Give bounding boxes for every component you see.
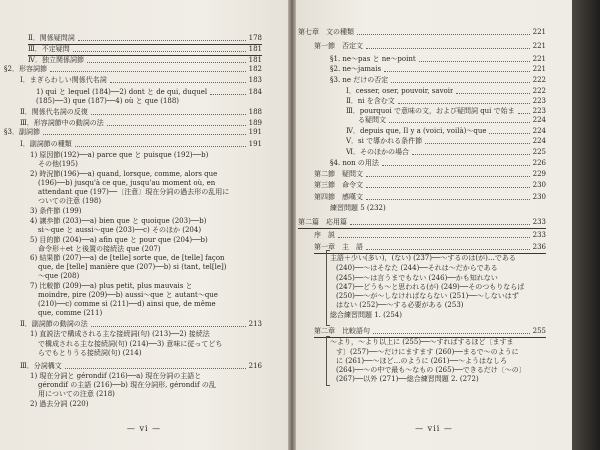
toc-entry-text: §4. non の用法 — [330, 159, 379, 167]
book-gutter — [288, 0, 296, 450]
toc-entry-text: 1) qui と lequel (184)──2) dont と de qui, duquel — [36, 88, 208, 96]
toc-page-number: 255 — [532, 327, 546, 335]
toc-entry-text: はない (252)──〜する必要がある (253) — [336, 301, 464, 309]
toc-page-number: 233 — [532, 218, 546, 226]
toc-entry-text: 序 説 — [314, 231, 335, 239]
toc-entry-text: で構成される主な接続詞(句) (214)──3) 意味に従ってどち — [38, 340, 223, 348]
toc-entry-text: Ⅳ．独立関係詞節 — [28, 56, 84, 64]
dot-leader — [366, 176, 530, 177]
toc-entry-text: らでもとりうる接続詞(句) (214) — [38, 349, 142, 357]
toc-page-number: 191 — [248, 140, 262, 148]
toc-entry-text: Ⅴ．si で導かれる条件節 — [346, 137, 423, 145]
dot-leader — [91, 114, 246, 115]
toc-page-number: 225 — [532, 148, 546, 156]
toc-entry-text: Ⅲ．分詞構文 — [20, 362, 62, 370]
toc-page-number: 224 — [532, 116, 546, 124]
toc-entry-text: (185)──3) que (187)──4) où と que (188) — [36, 97, 180, 105]
toc-entry-text: (210)──c) comme si (211)──d) ainsi que, de même — [38, 300, 216, 308]
group-bracket — [326, 336, 330, 386]
toc-entry-text: 7) 比較節 (209)──a) plus petit, plus mauvais と — [30, 282, 193, 290]
toc-entry-text: 5) 目的節 (204)──a) afin que と pour que (204)──b) — [30, 236, 208, 244]
dot-leader — [366, 199, 530, 200]
dot-leader — [350, 224, 530, 225]
toc-entry-text: §3. ne だけの否定 — [330, 76, 389, 84]
toc-entry-text: 総合練習問題 1. (254) — [330, 311, 402, 319]
toc-page-number: 182 — [248, 65, 262, 73]
toc-entry-text: 第二章 比較語句 — [314, 327, 370, 335]
toc-page-number: 221 — [532, 65, 546, 73]
toc-entry-text: (196)──b) jusqu'à ce que, jusqu'au moment où, en — [38, 179, 216, 187]
toc-page-number: 213 — [248, 320, 262, 328]
toc-page-number: 223 — [532, 97, 546, 105]
dot-leader — [338, 237, 530, 238]
dot-leader — [110, 82, 246, 83]
dot-leader — [382, 165, 530, 166]
toc-entry-text: 第三節 命令文 — [314, 181, 363, 189]
toc-entry-text: 第一節 否定文 — [314, 42, 363, 50]
dot-leader — [65, 368, 246, 369]
toc-page-number: 189 — [248, 119, 262, 127]
left-page — [0, 0, 288, 450]
toc-page-number: 221 — [532, 42, 546, 50]
toc-entry-text: 4) 譲歩節 (203)──a) bien que と quoique (203)──b) — [30, 217, 207, 225]
group-bracket — [326, 250, 330, 326]
toc-page-number: 181 — [248, 45, 262, 53]
toc-entry-text: 2) 過去分詞 (220) — [30, 400, 89, 408]
toc-page-number: 229 — [532, 170, 546, 178]
toc-entry-text: Ⅰ．cesser, oser, pouvoir, savoir — [346, 87, 454, 95]
toc-entry-text: 1) 直説法で構成される主な接続詞(句) (213)──2) 接続法 — [30, 330, 210, 338]
toc-entry-text: その他(195) — [38, 160, 78, 168]
toc-page-number: 223 — [532, 107, 546, 115]
toc-entry-text: Ⅱ．ni を含む文 — [346, 97, 395, 105]
dot-leader — [456, 93, 530, 94]
toc-entry-text: Ⅱ．副詞節の動詞の法 — [20, 320, 88, 328]
dot-leader — [87, 62, 246, 63]
toc-entry-text: Ⅳ．depuis que, Il y a (voici, voilà)〜que — [346, 127, 487, 135]
toc-entry-text: que, comme (211) — [38, 309, 103, 317]
dot-leader — [398, 103, 530, 104]
toc-entry-text: 2) 時況節(196)──a) quand, lorsque, comme, alors que — [30, 170, 218, 178]
dot-leader — [78, 40, 246, 41]
dot-leader — [91, 326, 246, 327]
toc-entry-text: §1. ne〜pas と ne〜point — [330, 55, 416, 63]
toc-entry-text: 命令形＋et と後置の接続法 que (207) — [38, 245, 161, 253]
toc-entry-text: §3．副詞節 — [4, 128, 40, 136]
toc-page-number: 184 — [248, 88, 262, 96]
dot-leader — [357, 34, 530, 35]
toc-entry-text: Ⅵ．そのほかの場合 — [346, 148, 410, 156]
toc-page-number: 221 — [532, 55, 546, 63]
toc-entry-text: Ⅰ．副詞節の種類 — [20, 140, 72, 148]
section-underline — [298, 228, 546, 229]
dot-leader — [384, 71, 530, 72]
toc-entry-text: る疑問文 — [358, 116, 386, 124]
toc-page-number: 188 — [248, 108, 262, 116]
dot-leader — [489, 133, 530, 134]
toc-entry-text: 練習問題 5 (232) — [330, 204, 386, 212]
toc-entry-text: Ⅲ．形容詞節中の動詞の法 — [20, 119, 104, 127]
dot-leader — [425, 143, 530, 144]
toc-entry-text: Ⅱ．関係代名詞の反復 — [20, 108, 88, 116]
toc-entry-text: Ⅰ．まぎらわしい関係代名詞 — [20, 76, 107, 84]
right-page — [296, 0, 572, 450]
dot-leader — [73, 51, 246, 52]
toc-entry-text: attendant que (197)──〔注意〕現在分詞の過去形の乱用に — [38, 188, 230, 196]
toc-entry-text: (264)──〜の中で最も〜なもの (265)──できるだけ〔〜の〕 — [336, 366, 526, 374]
toc-page-number: 191 — [248, 128, 262, 136]
toc-entry-text: 第七章 文の種類 — [298, 28, 354, 36]
dot-leader — [389, 122, 530, 123]
toc-entry-text: 3) 条件節 (199) — [30, 207, 82, 215]
toc-page-number: 222 — [532, 87, 546, 95]
dot-leader — [107, 125, 246, 126]
toc-entry-text: 1) 原因節(192)──a) parce que と puisque (192)──b) — [30, 151, 209, 159]
toc-page-number: 230 — [532, 181, 546, 189]
toc-entry-text: に (261)──〜ほど…のように (261)──〜ようはなしろ — [336, 357, 507, 365]
toc-entry-text: 用についての注意 (218) — [38, 390, 115, 398]
toc-page-number: 226 — [532, 159, 546, 167]
dot-leader — [210, 94, 246, 95]
toc-entry-text: que, de [telle] manière que (207)──b) si (tant, tel[le]) — [38, 263, 227, 271]
page-folio: — vii — — [415, 424, 453, 433]
toc-page-number: 178 — [248, 34, 262, 42]
toc-entry-text: (240)──〜はそなた (244)──それは〜だからである — [336, 264, 498, 272]
toc-page-number: 236 — [532, 243, 546, 251]
dot-leader — [373, 333, 530, 334]
toc-entry-text: 〜より，〜より以上に (255)──〜すればするほど〔ますま — [330, 338, 514, 346]
dot-leader — [391, 82, 530, 83]
toc-page-number: 233 — [532, 231, 546, 239]
toc-page-number: 230 — [532, 193, 546, 201]
toc-page-number: 221 — [532, 28, 546, 36]
toc-page-number: 181 — [248, 56, 262, 64]
toc-entry-text: (247)──どうも〜と思われる(が) (249)──そのつもりならば — [336, 283, 525, 291]
toc-entry-text: ついての注意 (198) — [38, 197, 102, 205]
toc-entry-text: 第二篇 応用篇 — [298, 218, 347, 226]
dot-leader — [366, 48, 530, 49]
toc-entry-text: moindre, pire (209)──b) aussi〜que と autant〜que — [38, 291, 218, 299]
dot-leader — [366, 249, 530, 250]
dot-leader — [366, 187, 530, 188]
toc-entry-text: Ⅲ．pourquoi で意味の文，および疑問詞 qui で始ま — [346, 107, 515, 115]
toc-entry-text: 6) 結果節 (207)──a) de [telle] sorte que, de [telle] façon — [30, 254, 225, 262]
toc-entry-text: §2．形容詞節 — [4, 65, 47, 73]
toc-entry-text: §2. ne〜jamais — [330, 65, 382, 73]
toc-entry-text: 第二節 疑問文 — [314, 170, 363, 178]
toc-entry-text: 第四節 感嘆文 — [314, 193, 363, 201]
toc-page-number: 224 — [532, 137, 546, 145]
toc-page-number: 224 — [532, 127, 546, 135]
dot-leader — [419, 61, 530, 62]
toc-entry-text: (267)──以外 (271)──総合練習問題 2. (272) — [336, 375, 479, 383]
toc-entry-text: (245)──〜は言うまでもない (246)──かも知れない — [336, 274, 498, 282]
toc-page-number: 222 — [532, 76, 546, 84]
toc-entry-text: 1) 現在分詞と gérondif (216)──a) 現在分詞の主語と — [30, 372, 202, 380]
toc-page-number: 216 — [248, 362, 262, 370]
page-folio: — vi — — [126, 424, 162, 433]
dot-leader — [43, 134, 246, 135]
toc-entry-text: 〜que (208) — [38, 272, 80, 280]
toc-entry-text: Ⅲ．不定疑問 — [28, 45, 70, 53]
dot-leader — [75, 146, 246, 147]
dot-leader — [50, 71, 246, 72]
toc-entry-text: gérondif の主語 (216)──b) 現在分詞形, gérondif の乱 — [38, 381, 216, 389]
toc-page-number: 183 — [248, 76, 262, 84]
toc-entry-text: す〕(257)──〜だけにますます (260)──まるで〜のように — [336, 348, 519, 356]
dot-leader — [518, 113, 530, 114]
toc-entry-text: 第一章 主 語 — [314, 243, 363, 251]
toc-entry-text: (250)──〜が〜しなければならない (251)──〜しないはず — [336, 292, 519, 300]
toc-entry-text: Ⅱ．関係疑問詞 — [28, 34, 75, 42]
toc-entry-text: 主語＋少い(多い)，(ない) (237)──〜するのは(が)…である — [330, 254, 516, 262]
dot-leader — [412, 154, 530, 155]
toc-entry-text: si〜que と aussi〜que (203)──c) そのほか (204) — [38, 226, 202, 234]
book-edge — [572, 0, 600, 450]
